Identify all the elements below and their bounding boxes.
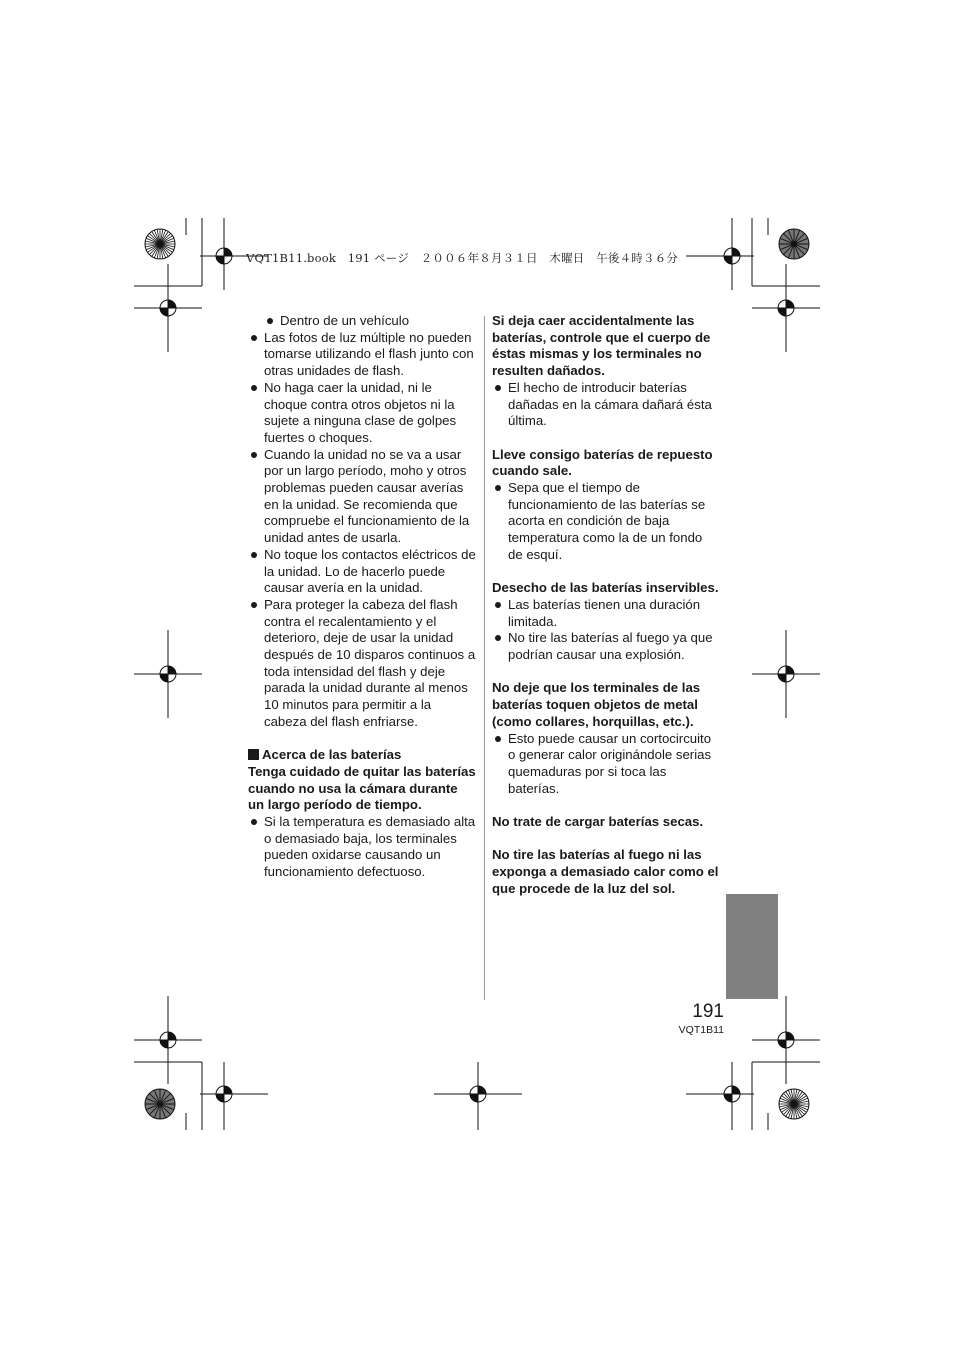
- document-code: VQT1B11: [678, 1024, 724, 1036]
- block-heading: Lleve consigo baterías de repuesto cuando sale.: [492, 446, 713, 479]
- nested-list: [264, 313, 476, 330]
- bullet-list: [492, 731, 720, 798]
- closing-warning: No trate de cargar baterías secas.: [492, 814, 704, 830]
- list-item: No haga caer la unidad, ni le choque contra otros objetos ni la sujete a ninguna clase de golpes fuertes o choques.: [248, 380, 476, 447]
- list-item: No tire las baterías al fuego ya que podrían causar una explosión.: [492, 630, 720, 663]
- bullet-list: [492, 480, 720, 564]
- block-heading: Desecho de las baterías inservibles.: [492, 580, 719, 596]
- list-item: Sepa que el tiempo de funcionamiento de las baterías se acorta en condición de baja temperatura como la de un fondo de esquí.: [492, 480, 720, 564]
- list-item: Dentro de un vehículo: [264, 313, 476, 330]
- list-item: No toque los contactos eléctricos de la unidad. Lo de hacerlo puede causar avería en la unidad.: [248, 547, 476, 597]
- bullet-list: [248, 814, 476, 881]
- list-item: Esto puede causar un cortocircuito o generar calor originándole serias quemaduras por si toca las baterías.: [492, 731, 720, 798]
- section-heading: [248, 747, 476, 764]
- list-item: Las fotos de luz múltiple no pueden tomarse utilizando el flash junto con otras unidades de flash.: [248, 330, 476, 380]
- list-item: Las baterías tienen una duración limitada.: [492, 597, 720, 630]
- list-item: Para proteger la cabeza del flash contra el recalentamiento y el deterioro, deje de usar la unidad después de 10 disparos continuos a toda intensidad del flash y deje parada la unidad durante al menos 10 minutos para permitir a la cabeza del flash enfriarse.: [248, 597, 476, 731]
- book-header: VQT1B11.book 191 ページ ２００６年８月３１日 木曜日 午後４時３６分: [246, 251, 679, 265]
- list-item: Si la temperatura es demasiado alta o demasiado baja, los terminales pueden oxidarse causando un funcionamiento defectuoso.: [248, 814, 476, 881]
- column-divider: [484, 316, 485, 1000]
- list-item: El hecho de introducir baterías dañadas en la cámara dañará ésta última.: [492, 380, 720, 430]
- right-column: [492, 313, 720, 898]
- page-number: 191: [692, 1001, 724, 1022]
- closing-warning: No tire las baterías al fuego ni las exponga a demasiado calor como el que procede de la luz del sol.: [492, 847, 719, 896]
- section-tab: [726, 894, 778, 999]
- bullet-list: [492, 597, 720, 664]
- bullet-list: [492, 380, 720, 430]
- section-warning: Tenga cuidado de quitar las baterías cuando no usa la cámara durante un largo período de tiempo.: [248, 763, 476, 813]
- bullet-list: [248, 330, 476, 731]
- block-heading: No deje que los terminales de las baterías toquen objetos de metal (como collares, horquillas, etc.).: [492, 680, 701, 729]
- square-bullet-icon: [248, 749, 259, 760]
- block-heading: Si deja caer accidentalmente las baterías, controle que el cuerpo de éstas mismas y los terminales no resulten dañados.: [492, 313, 711, 379]
- section-heading-text: Acerca de las baterías: [262, 747, 402, 763]
- left-column: [248, 313, 476, 881]
- list-item: Cuando la unidad no se va a usar por un largo período, moho y otros problemas pueden causar averías en la unidad. Se recomienda que compruebe el funcionamiento de la unidad antes de usarla.: [248, 447, 476, 547]
